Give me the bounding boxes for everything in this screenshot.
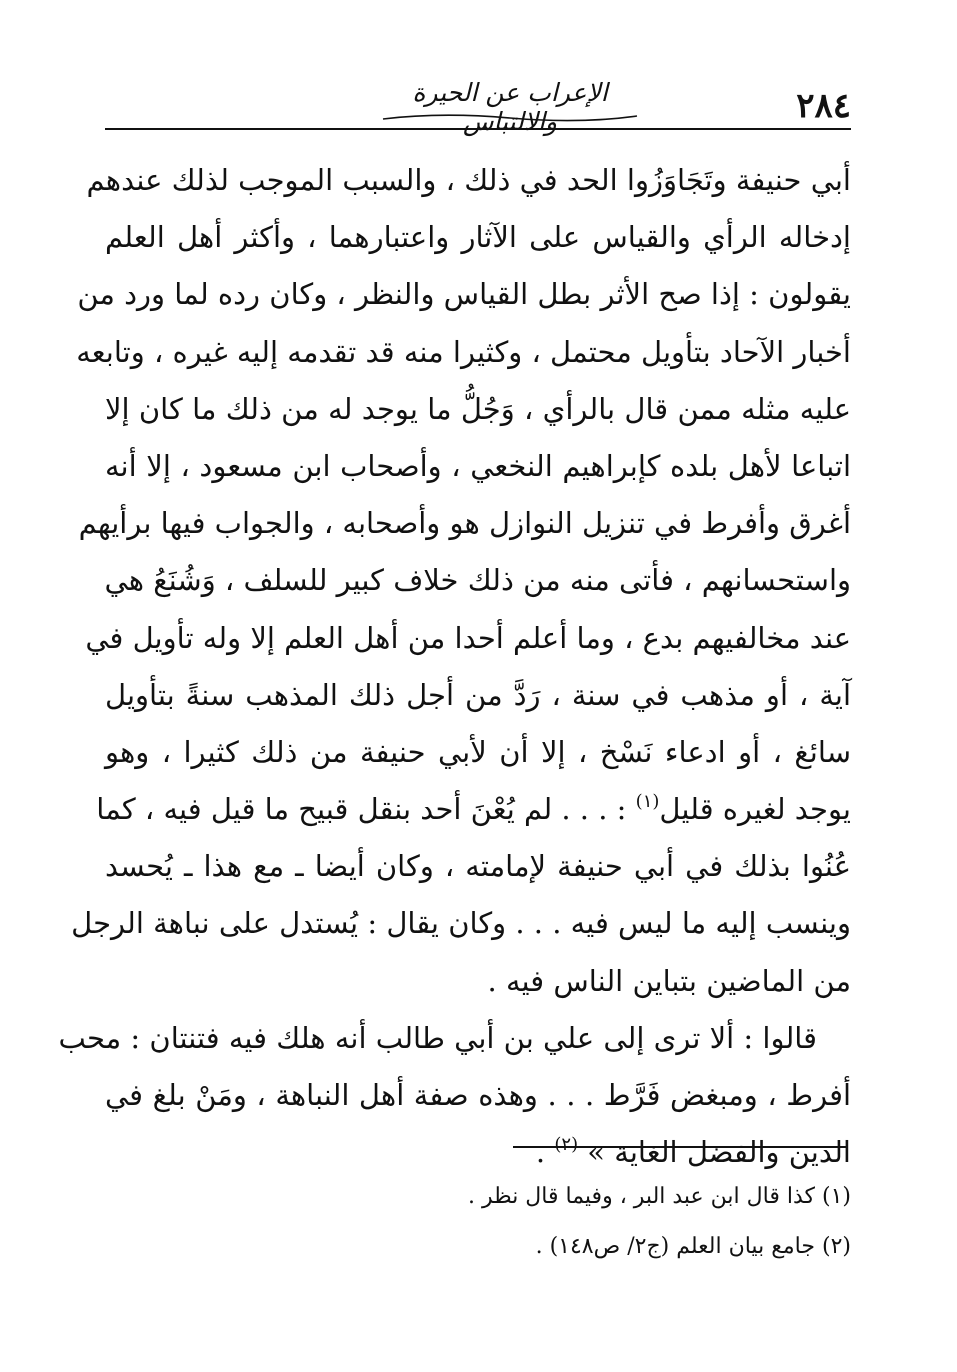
- text-line-with-footnote-1: [96, 781, 851, 838]
- text-line: اتباعا لأهل بلده كإبراهيم النخعي ، وأصحاب ابن مسعود ، إلا أنه: [105, 448, 851, 483]
- footnote-2: (٢) جامع بيان العلم (ج٢/ ص١٤٨) .: [535, 1234, 851, 1259]
- text-line: آية ، أو مذهب في سنة ، رَدَّ من أجل ذلك المذهب سنةً بتأويل: [105, 677, 851, 712]
- footnote-separator: [513, 1146, 846, 1148]
- footnotes: [105, 1172, 851, 1272]
- footnote-ref-1: (١): [635, 791, 660, 813]
- footnote-1: (١) كذا قال ابن عبد البر ، وفيما قال نظر .: [468, 1184, 851, 1209]
- text-line: إدخاله الرأي والقياس على الآثار واعتبارهما ، وأكثر أهل العلم: [105, 220, 851, 255]
- running-title: الإعراب عن الحيرة والالتباس: [412, 78, 608, 136]
- title-ornament: [381, 110, 639, 124]
- text-line: عُنُوا بذلك في أبي حنيفة لإمامته ، وكان أيضا ـ مع هذا ـ يُحسد: [105, 849, 851, 884]
- text-line: يقولون : إذا صح الأثر بطل القياس والنظر ، وكان رده لما ورد من: [77, 277, 851, 312]
- footnote-ref-2: (٢): [554, 1134, 579, 1156]
- text-segment: .: [535, 1135, 555, 1170]
- text-line: عليه مثله ممن قال بالرأي ، وَجُلُّ ما يوجد له من ذلك ما كان إلا: [105, 391, 851, 426]
- text-segment: : . . . لم يُعْنَ أحد بنقل قبيح ما قيل فيه ، كما: [96, 792, 636, 827]
- text-line: عند مخالفيهم بدع ، وما أعلم أحدا من أهل العلم إلا وله تأويل في: [85, 620, 851, 655]
- text-line: من الماضين بتباين الناس فيه .: [487, 963, 851, 998]
- page-number: ٢٨٤: [796, 86, 851, 126]
- text-line: أغرق وأفرط في تنزيل النوازل هو وأصحابه ، والجواب فيها برأيهم: [78, 506, 851, 541]
- text-segment: الدين والفضل الغاية »: [578, 1135, 851, 1170]
- page-header: [105, 72, 851, 136]
- text-line: أفرط ، ومبغض فَرَّط . . . وهذه صفة أهل النباهة ، ومَنْ بلغ في: [105, 1078, 851, 1112]
- text-segment: يوجد لغيره قليل: [659, 792, 851, 827]
- text-line: واستحسانهم ، فأتى منه من ذلك خلاف كبير للسلف ، وَشُنَعُ هي: [104, 563, 851, 598]
- text-line: قالوا : ألا ترى إلى علي بن أبي طالب أنه هلك فيه فتنتان : محب: [58, 1020, 817, 1055]
- text-line: وينسب إليه ما ليس فيه . . . وكان يقال : يُستدل على نباهة الرجل: [71, 906, 851, 941]
- text-line: أبي حنيفة وتَجَاوَزُوا الحد في ذلك ، والسبب الموجب لذلك عندهم: [86, 163, 851, 197]
- text-line: سائغ ، أو ادعاء نَسْخ ، إلا أن لأبي حنيفة من ذلك كثيرا ، وهو: [105, 734, 851, 769]
- text-line: أخبار الآحاد بتأويل محتمل ، وكثيرا منه قد تقدمه إليه غيره ، وتابعه: [76, 334, 851, 369]
- main-text: [58, 152, 851, 1181]
